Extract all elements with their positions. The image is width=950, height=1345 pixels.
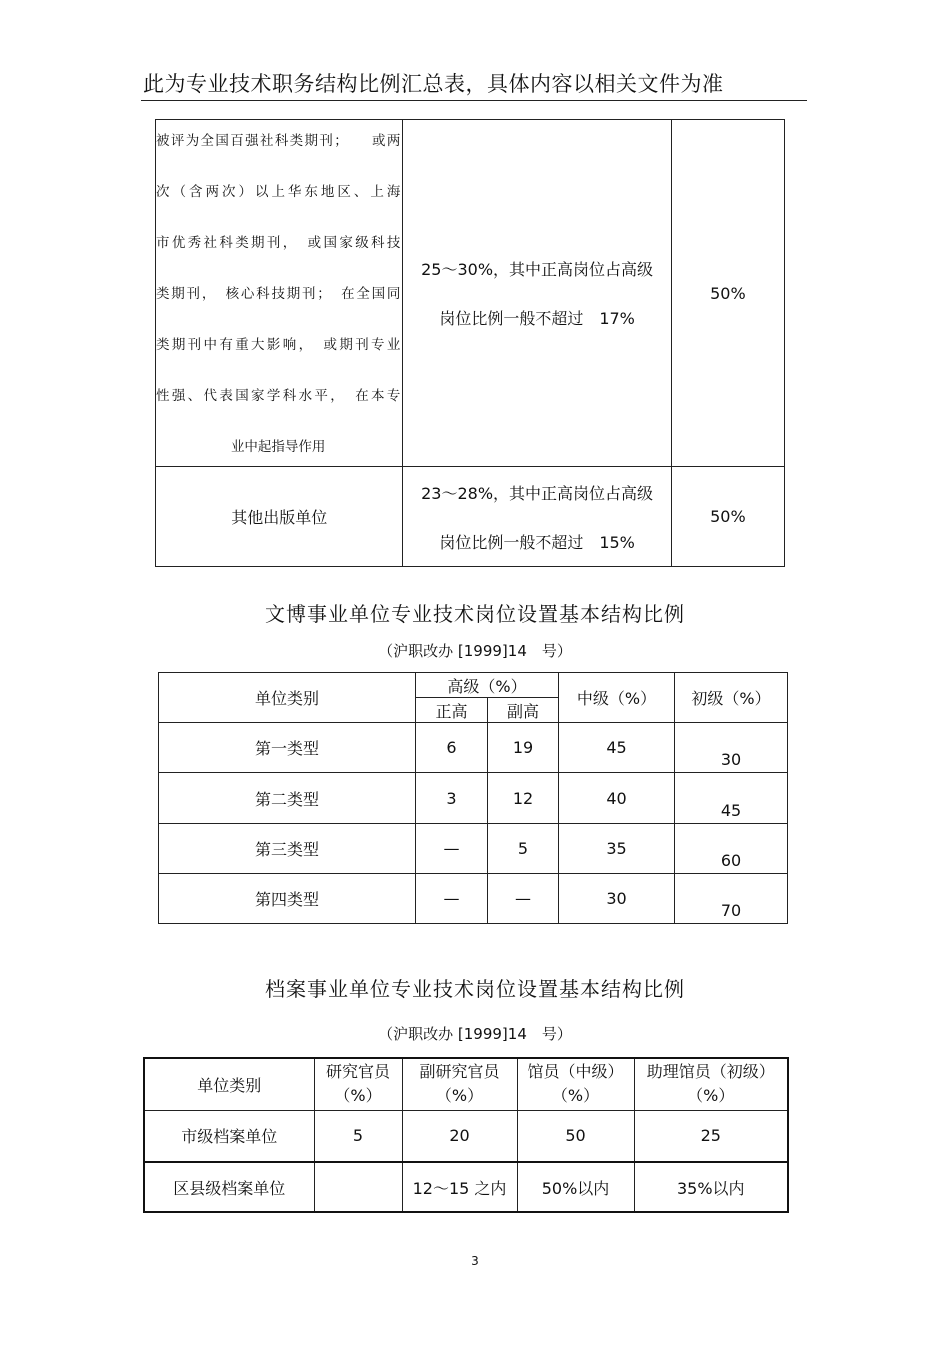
table-row [156, 120, 785, 467]
value-cell [314, 1162, 402, 1212]
junior-value: 30 [720, 750, 742, 769]
value-cell: 30 [559, 874, 675, 924]
unit-cell: 第三类型 [159, 824, 416, 874]
section-subtitle: （沪职改办 [1999]14 号） [378, 1025, 572, 1043]
header-label: 副研究官员 [419, 1062, 500, 1082]
value-cell: 40 [559, 773, 675, 824]
criteria-line: 性强、代表国家学科水平， 在本专 [156, 388, 401, 404]
header-unit: 单位类别 [159, 673, 416, 723]
publishing-ratio-table [155, 119, 785, 567]
header-senior-deputy: 副高 [488, 698, 559, 723]
ratio-line: 岗位比例一般不超过 17% [439, 309, 635, 328]
header-unit-label: （%） [334, 1086, 382, 1106]
criteria-line: 类期刊， 核心科技期刊； 在全国同 [156, 286, 401, 302]
value-cell: 5 [314, 1110, 402, 1162]
header-rule [141, 100, 807, 101]
percent-cell: 50% [671, 467, 784, 567]
value-cell: 12～15 之内 [402, 1162, 517, 1212]
criteria-line: 次（含两次）以上华东地区、上海 [156, 184, 401, 200]
value-cell [675, 874, 788, 924]
value-cell: — [488, 874, 559, 924]
header-researcher [314, 1058, 402, 1110]
header-assistant [634, 1058, 788, 1110]
header-label: 研究官员 [325, 1062, 390, 1082]
value-cell: — [416, 874, 488, 924]
value-cell [675, 773, 788, 824]
table-row [159, 824, 788, 874]
page-header-title: 此为专业技术职务结构比例汇总表，具体内容以相关文件为准 [143, 72, 724, 96]
section-title: 文博事业单位专业技术岗位设置基本结构比例 [265, 602, 685, 626]
value-cell: 45 [559, 723, 675, 773]
table-header-row [159, 673, 788, 698]
table-row [144, 1162, 788, 1212]
header-unit-label: （%） [551, 1086, 600, 1106]
unit-cell: 区县级档案单位 [144, 1162, 314, 1212]
ratio-cell [403, 467, 671, 567]
ratio-line: 25～30%，其中正高岗位占高级 [421, 260, 654, 279]
table-row [159, 874, 788, 924]
value-cell: 35%以内 [634, 1162, 788, 1212]
criteria-line: 类期刊中有重大影响， 或期刊专业 [156, 337, 401, 353]
junior-value: 45 [720, 800, 742, 820]
header-junior: 初级（%） [675, 673, 788, 723]
table-row [144, 1110, 788, 1162]
value-cell: 50%以内 [517, 1162, 634, 1212]
archive-ratio-table [143, 1057, 789, 1213]
criteria-line: 市优秀社科类期刊， 或国家级科技 [156, 235, 401, 251]
value-cell: 3 [416, 773, 488, 824]
table-row [159, 723, 788, 773]
junior-value: 60 [720, 851, 742, 870]
unit-cell: 第四类型 [159, 874, 416, 924]
page-number: 3 [471, 1254, 479, 1268]
table-row [159, 773, 788, 824]
header-unit-label: （%） [435, 1086, 484, 1106]
value-cell: 6 [416, 723, 488, 773]
header-unit: 单位类别 [144, 1058, 314, 1110]
percent-cell: 50% [671, 120, 784, 467]
value-cell: 50 [517, 1110, 634, 1162]
junior-value: 70 [720, 901, 742, 920]
unit-cell: 市级档案单位 [144, 1110, 314, 1162]
section-subtitle: （沪职改办 [1999]14 号） [378, 642, 572, 660]
section-title: 档案事业单位专业技术岗位设置基本结构比例 [265, 977, 685, 1001]
ratio-line: 23～28%，其中正高岗位占高级 [421, 483, 654, 503]
value-cell: 12 [488, 773, 559, 824]
table-row [156, 467, 785, 567]
header-label: 助理馆员（初级） [646, 1062, 775, 1082]
header-deputy-researcher [402, 1058, 517, 1110]
unit-cell: 第二类型 [159, 773, 416, 824]
header-librarian [517, 1058, 634, 1110]
header-senior-full: 正高 [416, 698, 488, 723]
table-header-row [144, 1058, 788, 1110]
header-label: 馆员（中级） [527, 1062, 624, 1082]
value-cell: 20 [402, 1110, 517, 1162]
value-cell: 25 [634, 1110, 788, 1162]
value-cell: 5 [488, 824, 559, 874]
value-cell: 35 [559, 824, 675, 874]
value-cell [675, 723, 788, 773]
header-senior: 高级（%） [416, 673, 559, 698]
criteria-line: 被评为全国百强社科类期刊； 或两 [156, 133, 401, 149]
unit-cell: 其他出版单位 [156, 467, 403, 567]
ratio-line: 岗位比例一般不超过 15% [439, 532, 635, 552]
value-cell: — [416, 824, 488, 874]
value-cell [675, 824, 788, 874]
criteria-cell [156, 120, 403, 467]
ratio-cell [403, 120, 671, 467]
header-middle: 中级（%） [559, 673, 675, 723]
criteria-line: 业中起指导作用 [230, 439, 326, 455]
value-cell: 19 [488, 723, 559, 773]
header-unit-label: （%） [687, 1086, 735, 1106]
museum-ratio-table [158, 672, 788, 924]
unit-cell: 第一类型 [159, 723, 416, 773]
